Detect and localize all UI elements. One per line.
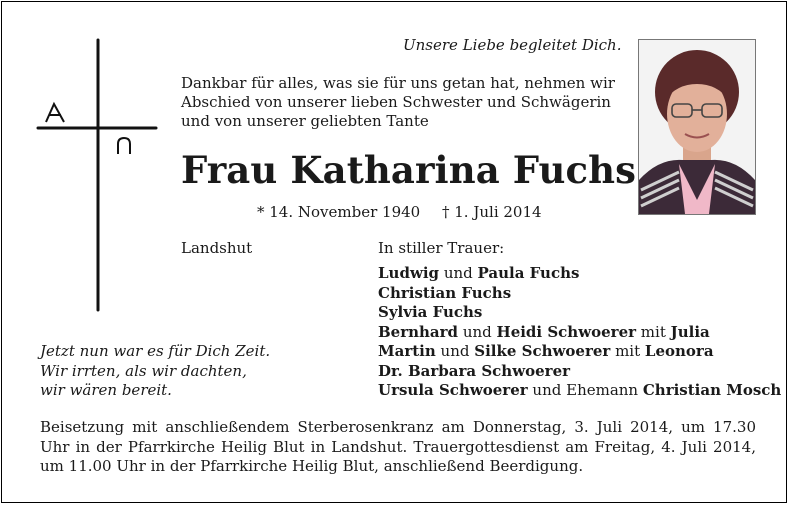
portrait-photo (638, 39, 756, 215)
mourner-name: Silke Schwoerer (474, 342, 611, 360)
birth-date: * 14. November 1940 (257, 203, 421, 221)
intro-text (181, 74, 631, 131)
funeral-details: Beisetzung mit anschließendem Sterberosenkranz am Donnerstag, 3. Juli 2014, um 17.30 Uhr in der Pfarrkirche Heilig Blut in Landshut. Trauergottesdienst am Freitag, 4. Juli 2014, um 11.00 Uhr in der Pfarrkirche Heilig Blut, anschließend Beerdigung. (40, 418, 756, 475)
mourner-name: Christian Mosch (642, 381, 782, 399)
mourner-name: Martin (378, 342, 436, 360)
intro-line: und von unserer geliebten Tante (181, 112, 429, 130)
mourner-name: Heidi Schwoerer (496, 322, 637, 341)
mourner-name: Christian Fuchs (378, 283, 512, 302)
mourning-heading: In stiller Trauer: (378, 239, 505, 257)
mourner-name: Sylvia Fuchs (378, 303, 483, 321)
verse-line: Wir irrten, als wir dachten, (40, 361, 247, 380)
mourner-name: Ursula Schwoerer (378, 381, 528, 399)
place: Landshut (181, 239, 253, 257)
mourner-line (378, 381, 781, 401)
mourner-line (378, 323, 781, 343)
mourner-connector: mit (610, 342, 645, 360)
mourner-name: Ludwig (378, 264, 440, 282)
verse-line: wir wären bereit. (40, 381, 172, 399)
obituary-card (1, 1, 787, 503)
verse (40, 342, 270, 401)
mourner-name: Dr. Barbara Schwoerer (378, 361, 571, 380)
mourner-name: Paula Fuchs (477, 264, 580, 282)
mourner-line (378, 362, 781, 382)
mourner-connector: mit (636, 322, 671, 341)
mourner-line (378, 264, 781, 284)
mourner-name: Julia (670, 322, 710, 341)
intro-line: Dankbar für alles, was sie für uns getan hat, nehmen wir (181, 74, 615, 92)
motto: Unsere Liebe begleitet Dich. (403, 36, 622, 54)
mourner-line (378, 284, 781, 304)
omega-symbol-icon (118, 138, 130, 154)
verse-line: Jetzt nun war es für Dich Zeit. (40, 342, 271, 360)
mourners-list (378, 264, 781, 401)
deceased-name: Frau Katharina Fuchs (181, 148, 637, 192)
death-date: † 1. Juli 2014 (442, 203, 542, 221)
mourner-connector: und (439, 264, 478, 282)
mourner-line (378, 303, 781, 323)
mourner-name: Bernhard (378, 322, 459, 341)
alpha-symbol-icon (46, 104, 64, 122)
intro-line: Abschied von unserer lieben Schwester und Schwägerin (181, 93, 611, 111)
mourner-connector: und (435, 342, 475, 360)
cross-icon (32, 38, 162, 318)
mourner-connector: und Ehemann (527, 381, 643, 399)
mourner-line (378, 342, 781, 362)
mourner-name: Leonora (644, 342, 714, 360)
mourner-connector: und (458, 322, 497, 341)
